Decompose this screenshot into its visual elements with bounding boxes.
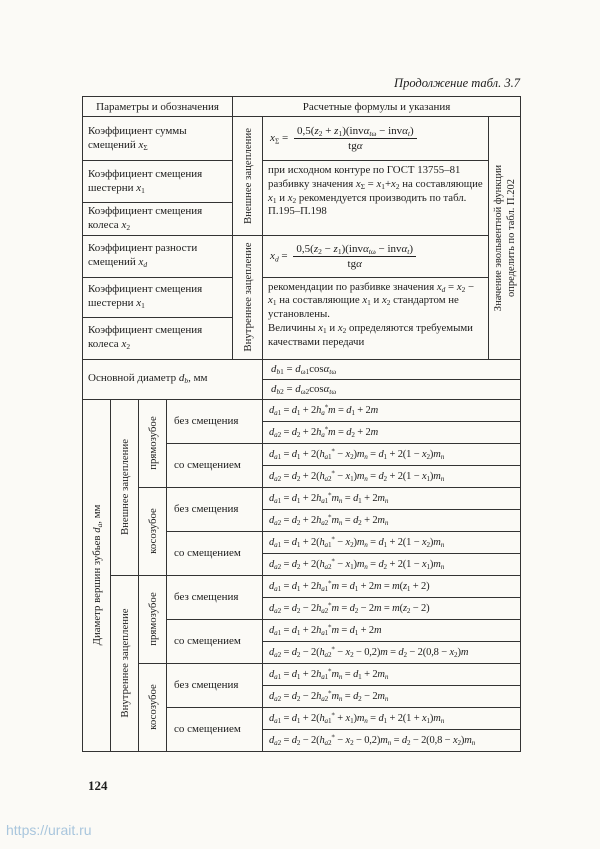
table-continuation-caption: Продолжение табл. 3.7 <box>394 76 520 90</box>
formula-tip: $d_{a2} = d_2 - 2h_{a2}^*m = d_2 - 2m = m(z_2 - 2)$ <box>263 597 521 619</box>
tip-external-label: Внешнее зацепление <box>118 438 131 536</box>
formula-tip: $d_{a2} = d_2 + 2(h_{a2}^* - x_1)m_n = d_2 + 2(1 - x_1)m_n$ <box>263 553 521 575</box>
formula-tip: $d_{a1} = d_1 + 2h_a^*m = d_1 + 2m$ <box>263 399 521 421</box>
row-base-diameter-1 <box>83 359 521 379</box>
param-pinion-shift-int: Коэффициент смещения шестерни $x_1$ <box>83 277 233 317</box>
label-noshift-int-helical: без смещения <box>167 663 263 707</box>
param-wheel-shift-ext: Коэффициент смещения колеса $x_2$ <box>83 203 233 236</box>
involute-note: Значение эвольвентной функции определить по табл. П.202 <box>492 164 517 311</box>
param-sum-coefficient: Коэффициент суммы смещений $x_\Sigma$ <box>83 117 233 161</box>
tip-ext-spur-label: прямозубое <box>146 416 159 470</box>
row-pinion-shift-ext <box>83 161 521 203</box>
label-shift-ext-spur: со смещением <box>167 443 263 487</box>
formula-tip: $d_{a2} = d_2 + 2h_a^*m = d_2 + 2m$ <box>263 421 521 443</box>
header-params: Параметры и обозначения <box>83 97 233 117</box>
watermark: https://urait.ru <box>6 822 92 838</box>
note-diff-split: рекомендации по разбивке значения $x_d = x_2 - x_1$ на составляющие $x_1$ и $x_2$ стандартом не установлены. Величины $x_1$ и $x_2$ определяются требуемыми качествами передачи <box>263 277 489 359</box>
tip-ext-helical-label-cell <box>139 487 167 575</box>
formula-tip: $d_{a1} = d_1 + 2(h_{a1}^* - x_2)m_n = d_1 + 2(1 - x_2)m_n$ <box>263 531 521 553</box>
tip-diameter-label-cell <box>83 399 111 751</box>
tip-ext-helical-label: косозубое <box>146 508 159 554</box>
row-ext-spur-noshift-1 <box>83 399 521 421</box>
gear-parameters-table <box>82 96 521 752</box>
param-pinion-shift-ext: Коэффициент смещения шестерни $x_1$ <box>83 161 233 203</box>
label-shift-int-helical: со смещением <box>167 707 263 751</box>
param-diff-coefficient: Коэффициент разности смещений $x_d$ <box>83 235 233 277</box>
row-sum-coefficient <box>83 117 521 161</box>
external-gearing-label: Внешнее зацепление <box>241 127 254 224</box>
row-diff-coefficient <box>83 235 521 277</box>
external-gearing-label-cell <box>233 117 263 236</box>
formula-tip: $d_{a2} = d_2 - 2(h_{a2}^* - x_2 - 0,2)m = d_2 - 2(0,8 - x_2)m$ <box>263 641 521 663</box>
formula-tip: $d_{a1} = d_1 + 2h_{a1}^*m = d_1 + 2m = m(z_1 + 2)$ <box>263 575 521 597</box>
row-int-helical-noshift-1 <box>83 663 521 685</box>
param-base-diameter: Основной диаметр $d_b$, мм <box>83 359 263 399</box>
tip-ext-spur-label-cell <box>139 399 167 487</box>
label-noshift-int-spur: без смещения <box>167 575 263 619</box>
tip-external-label-cell <box>111 399 139 575</box>
formula-sum-coefficient: $x_\Sigma$ = $\frac{0,5(z_2 + z_1)(inv\alpha_{t\omega} - inv\alpha_t)}{\text{tgα}}$ <box>263 117 489 161</box>
formula-tip: $d_{a1} = d_1 + 2(h_{a1}^* - x_2)m_n = d_1 + 2(1 - x_2)m_n$ <box>263 443 521 465</box>
tip-diameter-label: Диаметр вершин зубьев $d_a$, мм <box>90 504 104 646</box>
label-noshift-ext-spur: без смещения <box>167 399 263 443</box>
tip-int-helical-label: косозубое <box>146 684 159 730</box>
param-wheel-shift-int: Коэффициент смещения колеса $x_2$ <box>83 317 233 359</box>
formula-tip: $d_{a2} = d_2 - 2h_{a2}^*m_n = d_2 - 2m_n$ <box>263 685 521 707</box>
header-formulas: Расчетные формулы и указания <box>233 97 521 117</box>
row-ext-helical-noshift-1 <box>83 487 521 509</box>
label-shift-ext-helical: со смещением <box>167 531 263 575</box>
involute-note-cell <box>489 117 521 360</box>
page-number: 124 <box>88 778 108 793</box>
tip-int-spur-label: прямозубое <box>146 592 159 646</box>
internal-gearing-label: Внутреннее зацепление <box>241 242 254 352</box>
tip-int-helical-label-cell <box>139 663 167 751</box>
row-int-spur-noshift-1 <box>83 575 521 597</box>
header-row <box>83 97 521 117</box>
formula-tip: $d_{a1} = d_1 + 2(h_{a1}^* + x_1)m_n = d_1 + 2(1 + x_1)m_n$ <box>263 707 521 729</box>
tip-internal-label: Внутреннее зацепление <box>118 608 131 718</box>
internal-gearing-label-cell <box>233 235 263 359</box>
formula-tip: $d_{a2} = d_2 - 2(h_{a2}^* - x_2 - 0,2)m_n = d_2 - 2(0,8 - x_2)m_n$ <box>263 729 521 751</box>
note-sum-split: при исходном контуре по ГОСТ 13755–81 разбивку значения $x_\Sigma = x_1+x_2$ на составляющие $x_1$ и $x_2$ рекомендуется производить по табл. П.195–П.198 <box>263 161 489 236</box>
formula-base-diameter-1: $d_{b1} = d_{\omega 1}\cos\alpha_{t\omega}$ <box>263 359 521 379</box>
label-shift-int-spur: со смещением <box>167 619 263 663</box>
label-noshift-ext-helical: без смещения <box>167 487 263 531</box>
formula-tip: $d_{a1} = d_1 + 2h_{a1}^*m = d_1 + 2m$ <box>263 619 521 641</box>
formula-tip: $d_{a2} = d_2 + 2h_{a2}^*m_n = d_2 + 2m_n$ <box>263 509 521 531</box>
formula-tip: $d_{a1} = d_1 + 2h_{a1}^*m_n = d_1 + 2m_n$ <box>263 663 521 685</box>
formula-base-diameter-2: $d_{b2} = d_{\omega 2}\cos\alpha_{t\omega}$ <box>263 379 521 399</box>
tip-internal-label-cell <box>111 575 139 751</box>
row-pinion-shift-int <box>83 277 521 317</box>
tip-int-spur-label-cell <box>139 575 167 663</box>
formula-tip: $d_{a1} = d_1 + 2h_{a1}^*m_n = d_1 + 2m_n$ <box>263 487 521 509</box>
formula-tip: $d_{a2} = d_2 + 2(h_{a2}^* - x_1)m_n = d_2 + 2(1 - x_1)m_n$ <box>263 465 521 487</box>
formula-diff-coefficient: $x_d$ = $\frac{0,5(z_2 - z_1)(inv\alpha_{t\omega} - inv\alpha_t)}{\text{tgα}}$ <box>263 235 489 277</box>
